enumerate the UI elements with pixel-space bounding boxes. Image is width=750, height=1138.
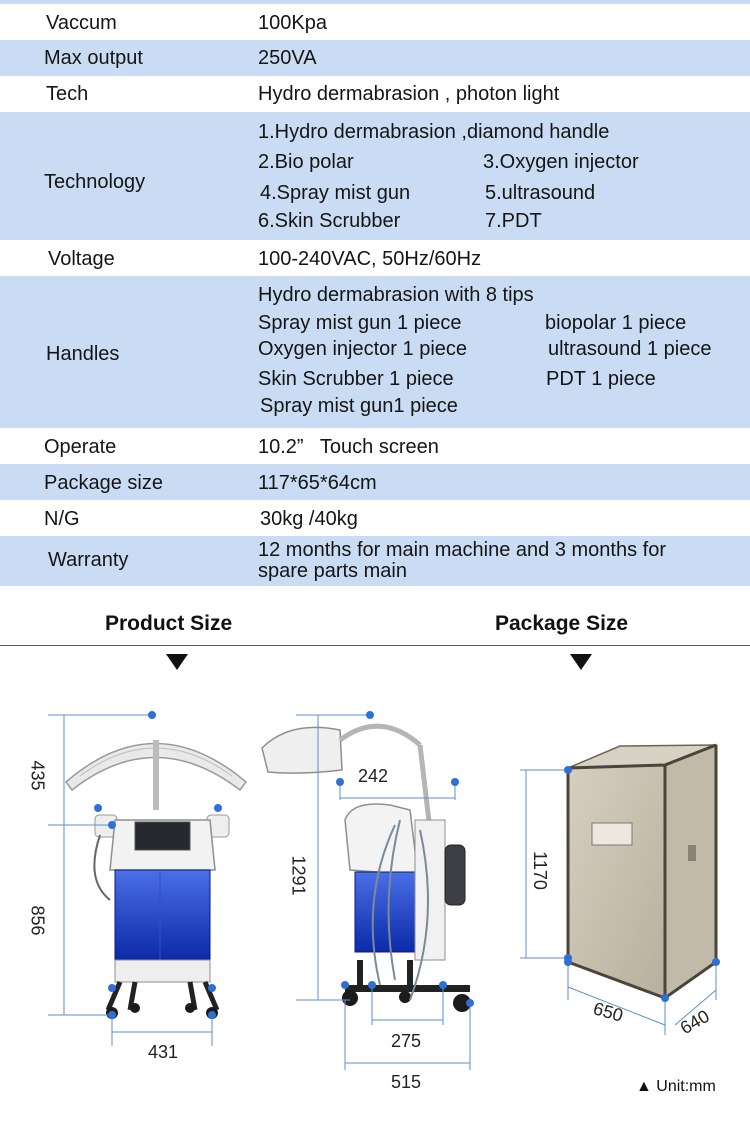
spec-label: Technology: [44, 171, 146, 193]
handle-item: Skin Scrubber 1 piece: [258, 368, 454, 390]
tech-item: 3.Oxygen injector: [483, 151, 639, 173]
spec-value: 100Kpa: [258, 12, 327, 34]
tech-item: 7.PDT: [485, 210, 542, 232]
handle-item: Spray mist gun 1 piece: [258, 312, 462, 334]
spec-label: Handles: [46, 343, 120, 365]
spec-label: Vaccum: [46, 12, 117, 34]
spec-value: 117*65*64cm: [258, 472, 377, 494]
tech-item: 2.Bio polar: [258, 151, 354, 173]
tech-item: 4.Spray mist gun: [260, 182, 411, 204]
spec-value: Hydro dermabrasion , photon light: [258, 83, 560, 105]
spec-label: Operate: [44, 436, 117, 458]
spec-label: Voltage: [48, 248, 115, 270]
spec-label: Package size: [44, 472, 163, 494]
spec-label: Tech: [46, 83, 89, 105]
dim-box-depth: 640: [676, 1005, 713, 1039]
tech-item: 5.ultrasound: [485, 182, 596, 204]
front-machine: [66, 740, 246, 1019]
spec-value: 30kg /40kg: [260, 508, 358, 530]
handle-item: ultrasound 1 piece: [548, 338, 712, 360]
dim-front-width: 431: [148, 1042, 179, 1062]
dim-front-top-height: 435: [27, 760, 48, 791]
package-box: [568, 745, 716, 998]
spec-value: 10.2” Touch screen: [258, 436, 439, 458]
dim-side-height: 1291: [288, 855, 309, 896]
spec-label: Warranty: [48, 549, 129, 571]
dim-side-width: 515: [391, 1072, 422, 1092]
spec-label: N/G: [44, 508, 80, 530]
tech-item: 6.Skin Scrubber: [258, 210, 401, 232]
handle-item: biopolar 1 piece: [545, 312, 687, 334]
dim-box-height: 1170: [529, 851, 550, 890]
warranty-line: spare parts main: [258, 560, 407, 582]
unit-note: ▲ Unit:mm: [636, 1078, 716, 1095]
spec-value: 250VA: [258, 47, 317, 69]
dim-box-width: 650: [590, 998, 626, 1026]
product-size-heading: Product Size: [105, 612, 233, 635]
dim-side-head: 242: [358, 766, 389, 786]
warranty-line: 12 months for main machine and 3 months for: [258, 539, 666, 561]
handle-item: PDT 1 piece: [546, 368, 656, 390]
dim-side-inner-width: 275: [391, 1031, 422, 1051]
tech-item: 1.Hydro dermabrasion ,diamond handle: [258, 121, 610, 143]
handle-item: Hydro dermabrasion with 8 tips: [258, 284, 534, 306]
handle-item: Spray mist gun1 piece: [260, 395, 458, 417]
spec-value: 100-240VAC, 50Hz/60Hz: [258, 248, 482, 270]
handle-item: Oxygen injector 1 piece: [258, 338, 468, 360]
package-size-heading: Package Size: [495, 612, 629, 635]
spec-label: Max output: [44, 47, 143, 69]
dim-front-bottom-height: 856: [27, 905, 48, 936]
